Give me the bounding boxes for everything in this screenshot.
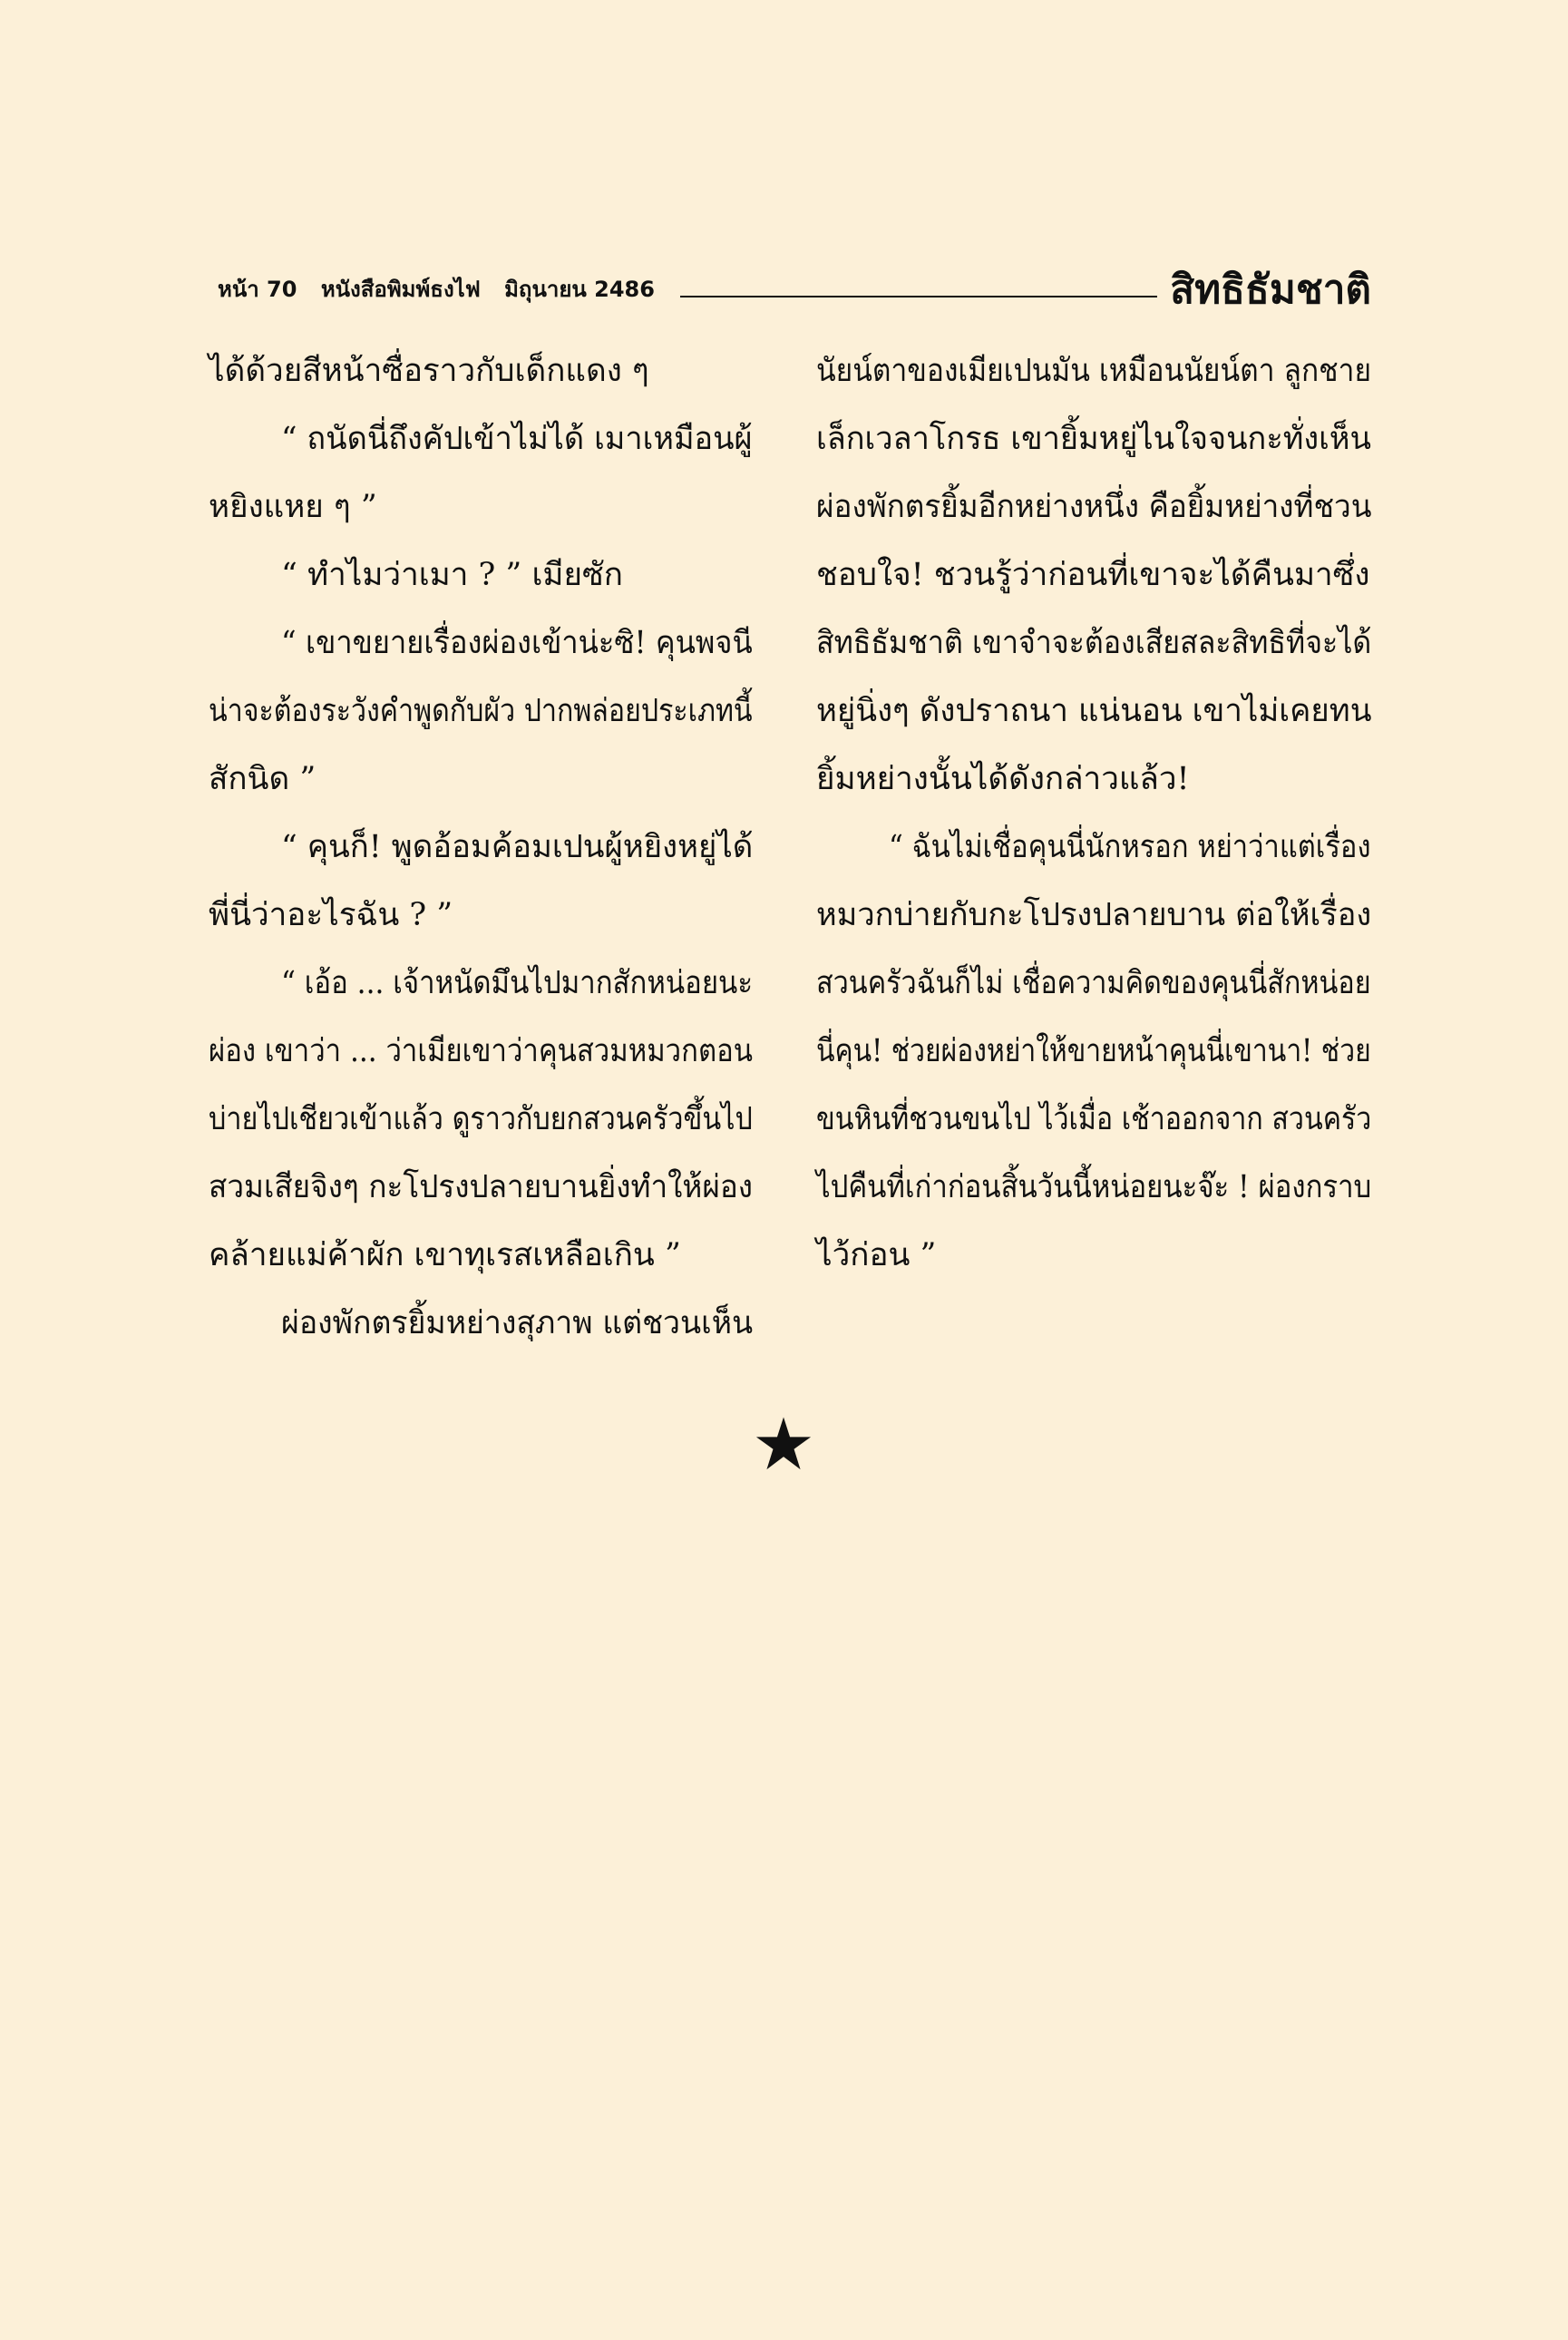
text-line: สวมเสียจิงๆ กะโปรงปลายบานยิ่งทำให้ผ่อง bbox=[209, 1169, 754, 1205]
text-line: “ คุนก็! พูดอ้อมค้อมเปนผู้หยิงหยู่ได้ bbox=[281, 829, 754, 865]
text-line: ผ่อง เขาว่า ... ว่าเมียเขาว่าคุนสวมหมวกตอน bbox=[209, 1033, 754, 1069]
text-line: ไว้ก่อน ” bbox=[816, 1237, 937, 1273]
text-line: “ ฉันไม่เชื่อคุนนี่นักหรอก หย่าว่าแต่เรื่อง bbox=[889, 829, 1371, 865]
text-line: พี่นี่ว่าอะไรฉัน ? ” bbox=[209, 897, 453, 933]
text-line: ยิ้มหย่างนั้นได้ดังกล่าวแล้ว! bbox=[816, 761, 1190, 797]
text-line: ได้ด้วยสีหน้าซื่อราวกับเด็กแดง ๆ bbox=[209, 353, 649, 389]
text-line: คล้ายแม่ค้าผัก เขาทุเรสเหลือเกิน ” bbox=[209, 1237, 681, 1273]
text-line: ผ่องพักตรยิ้มหย่างสุภาพ แต่ชวนเห็น bbox=[281, 1305, 754, 1341]
text-line: สิทธิธัมชาติ เขาจำจะต้องเสียสละสิทธิที่จะได้ bbox=[816, 625, 1372, 661]
text-line: ผ่องพักตรยิ้มอีกหย่างหนึ่ง คือยิ้มหย่างที่ชวน bbox=[816, 489, 1372, 525]
text-line: สวนครัวฉันก็ไม่ เชื่อความคิดของคุนนี่สักหน่อย bbox=[816, 965, 1371, 1001]
text-line: ชอบใจ! ชวนรู้ว่าก่อนที่เขาจะได้คืนมาซึ่ง bbox=[816, 557, 1370, 593]
text-line: บ่ายไปเชียวเข้าแล้ว ดูราวกับยกสวนครัวขึ้นไป bbox=[209, 1101, 753, 1137]
text-line: “ ถนัดนี่ถึงคัปเข้าไม่ได้ เมาเหมือนผู้ bbox=[281, 421, 753, 457]
text-line: นี่คุน! ช่วยผ่องหย่าให้ขายหน้าคุนนี่เขานา! ช่วย bbox=[816, 1033, 1371, 1069]
text-line: “ เอ้อ ... เจ้าหนัดมึนไปมากสักหน่อยนะ bbox=[281, 965, 754, 1001]
text-line: “ เขาขยายเรื่องผ่องเข้าน่ะซิ! คุนพจนี bbox=[281, 625, 753, 661]
header-left bbox=[218, 271, 671, 310]
text-line: หยิงแหย ๆ ” bbox=[209, 489, 377, 525]
header-rule bbox=[680, 296, 1157, 297]
publication-date: มิถุนายน 2486 bbox=[504, 277, 655, 302]
right-column bbox=[816, 337, 1371, 1290]
star-icon bbox=[755, 1415, 813, 1473]
text-line: หยู่นิ่งๆ ดังปราถนา แน่นอน เขาไม่เคยทน bbox=[816, 693, 1372, 729]
text-line: เล็กเวลาโกรธ เขายิ้มหยู่ไนใจจนกะทั่งเห็น bbox=[816, 421, 1371, 457]
publication-name: หนังสือพิมพ์ธงไฟ bbox=[320, 277, 481, 302]
text-line: น่าจะต้องระวังคำพูดกับผัว ปากพล่อยประเภทนี้ bbox=[209, 693, 753, 729]
text-line: “ ทำไมว่าเมา ? ” เมียซัก bbox=[281, 557, 623, 593]
column-title: สิทธิธัมชาติ bbox=[1170, 267, 1371, 313]
text-line: สักนิด ” bbox=[209, 761, 317, 797]
page-number: หน้า 70 bbox=[218, 277, 297, 302]
text-line: ไปคืนที่เก่าก่อนสิ้นวันนี้หน่อยนะจ๊ะ ! ผ่องกราบ bbox=[816, 1169, 1372, 1205]
text-line: หมวกบ่ายกับกะโปรงปลายบาน ต่อให้เรื่อง bbox=[816, 897, 1372, 933]
left-column bbox=[209, 337, 753, 1358]
text-line: นัยน์ตาของเมียเปนมัน เหมือนนัยน์ตา ลูกชาย bbox=[816, 353, 1372, 389]
running-header bbox=[218, 256, 1371, 313]
text-line: ขนหินที่ชวนขนไป ไว้เมื่อ เช้าออกจาก สวนครัว bbox=[816, 1101, 1372, 1137]
